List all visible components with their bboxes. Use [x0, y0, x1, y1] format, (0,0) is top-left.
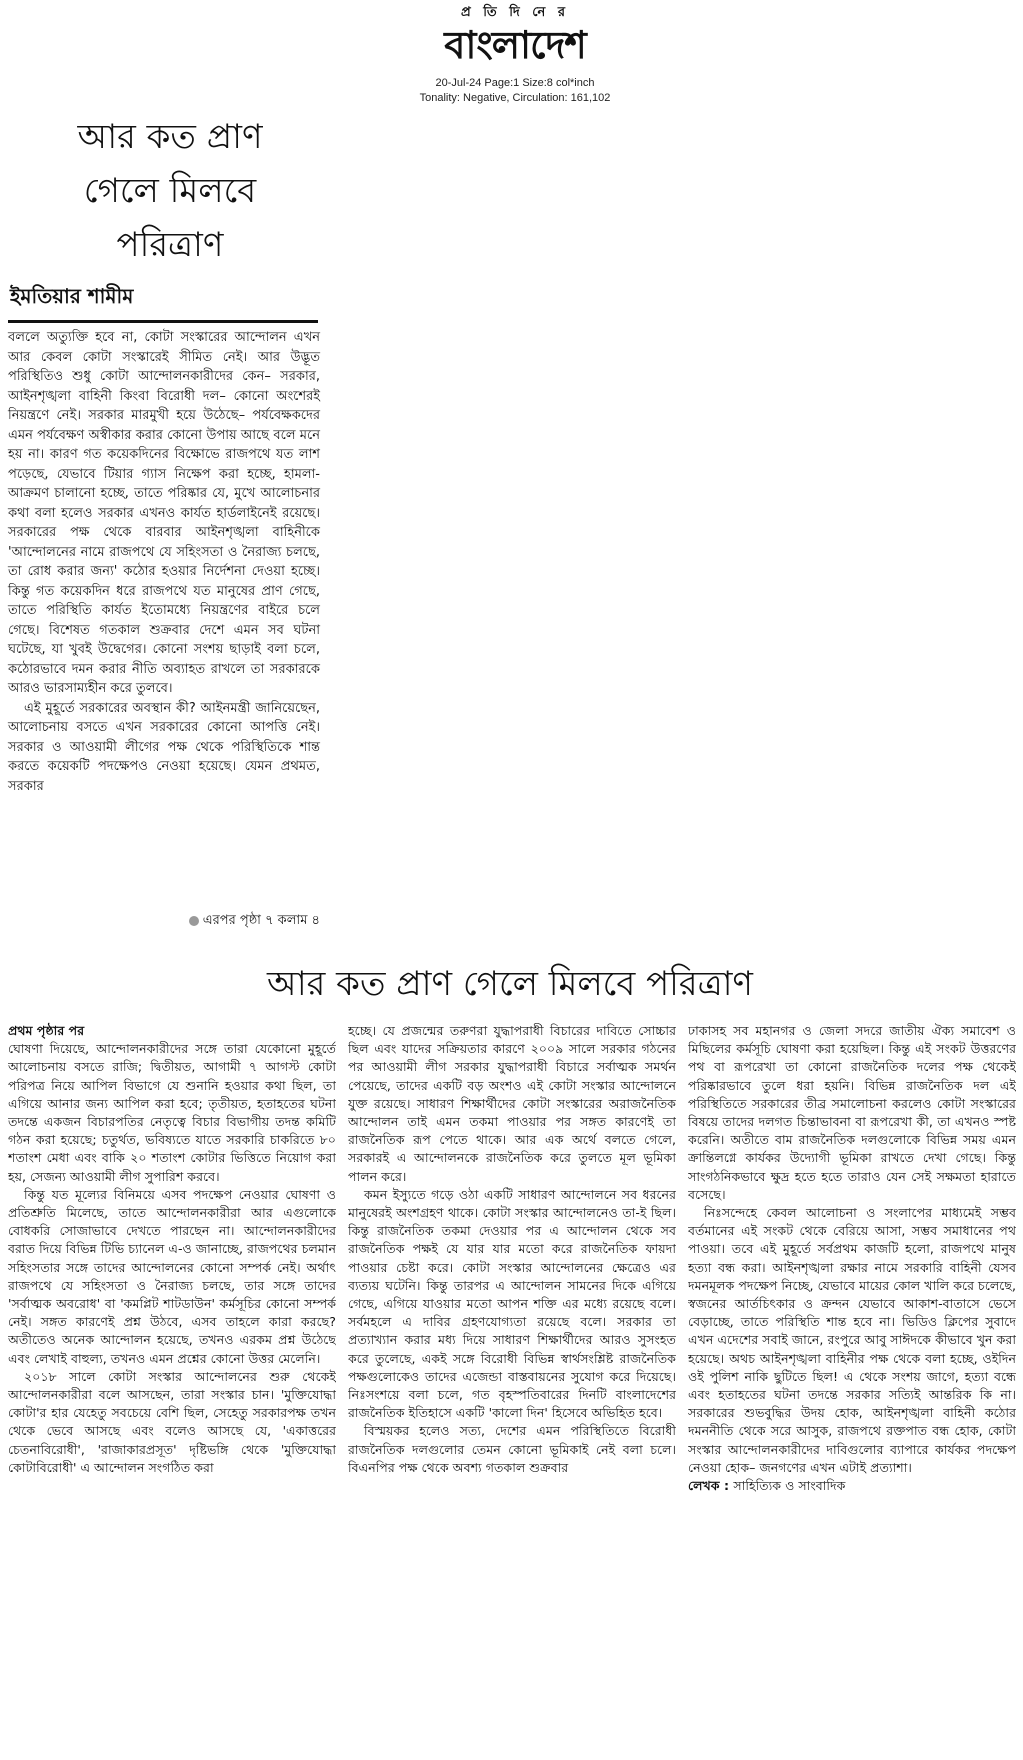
continued-label: প্রথম পৃষ্ঠার পর [8, 1023, 85, 1038]
byline-rule [8, 320, 318, 323]
body-paragraph: নিঃসন্দেহে কেবল আলোচনা ও সংলাপের মাধ্যমেই সম্ভব বর্তমানের এই সংকট থেকে বেরিয়ে আসা, সম্ভব সমাধানের পথ পাওয়া। তবে এই মুহূর্তে সর্বপ্রথম কাজটি হলো, রাজপথে মানুষ হত্যা বন্ধ করা। আইনশৃঙ্খলা রক্ষার নামে সরকারি বাহিনী যেসব দমনমূলক পদক্ষেপ নিচ্ছে, যেভাবে মায়ের কোল খালি করে চলেছে, স্বজনের আর্তচিৎকার ও ক্রন্দন যেভাবে আকাশ-বাতাসে ভেসে বেড়াচ্ছে, তাতে পরিস্থিতি শান্ত হবে না। ভিডিও ক্লিপের সুবাদে এখন এদেশের সবাই জানে, রংপুরে আবু সাঈদকে কীভাবে খুন করা হয়েছে। অথচ আইনশৃঙ্খলা বাহিনীর পক্ষ থেকে বলা হচ্ছে, ওইদিন ওই পুলিশ নাকি ছুটিতে ছিল! এ থেকে সংশয় জাগে, হত্যা বন্ধে এবং হতাহতের ঘটনা তদন্তে সরকার সত্যিই আন্তরিক কি না। সরকারের শুভবুদ্ধির উদয় হোক, আইনশৃঙ্খলা বাহিনী কঠোর দমননীতি থেকে সরে আসুক, রাজপথে রক্তপাত বন্ধ হোক, কোটা সংস্কার আন্দোলনকারীদের দাবিগুলোর ব্যাপারে কার্যকর পদক্ষেপ নেওয়া হোক– জনগণের এখন এটাই প্রত্যাশা। [688, 1205, 1016, 1475]
body-paragraph: কিন্তু যত মূল্যের বিনিময়ে এসব পদক্ষেপ নেওয়ার ঘোষণা ও প্রতিশ্রুতি মিলেছে, তাতে আন্দোলনকারীরা আর এগুলোকে বোধকরি সোজাভাবে দেখতে পারছেন না। আন্দোলনকারীদের বরাত দিয়ে বিভিন্ন টিভি চ্যানেল এ-ও জানাচ্ছে, রাজপথের চলমান সহিংসতার সঙ্গে তাদের আন্দোলনের কোনো সম্পর্ক নেই। অর্থাৎ রাজপথে যে সহিংসতা ও নৈরাজ্য চলছে, তার সঙ্গে তাদের 'সর্বাত্মক অবরোধ' বা 'কমপ্লিট শাটডাউন' কর্মসূচির কোনো সম্পর্ক নেই। সঙ্গত কারণেই প্রশ্ন উঠবে, এসব তাহলে কারা করছে? অতীতেও অনেক আন্দোলন হয়েছে, তখনও এরকম প্রশ্ন উঠেছে এবং লেখাই বাহুল্য, তখনও এমন প্রশ্নের কোনো উত্তর মেলেনি। [8, 1186, 336, 1366]
column-2 [348, 1022, 676, 1757]
continued-columns [8, 1022, 1016, 1757]
headline-front-line: আর কত প্রাণ [77, 117, 263, 157]
body-paragraph: ২০১৮ সালে কোটা সংস্কার আন্দোলনের শুরু থেকেই আন্দোলনকারীরা বলে আসছেন, তারা সংস্কার চান। 'মুক্তিযোদ্ধা কোটা'র হার যেহেতু সবচেয়ে বেশি ছিল, সেহেতু সরকারপক্ষ তখন থেকে ভেবে আসছে এবং বলেও আসছে যে, 'একাত্তরের চেতনাবিরোধী', 'রাজাকারপ্রসূত' দৃষ্টিভঙ্গি থেকে 'মুক্তিযোদ্ধা কোটাবিরোধী' এ আন্দোলন সংগঠিত করা [8, 1368, 336, 1475]
lead-paragraph: এই মুহূর্তে সরকারের অবস্থান কী? আইনমন্ত্রী জানিয়েছেন, আলোচনায় বসতে এখন সরকারের কোনো আপত্তি নেই। সরকার ও আওয়ামী লীগের পক্ষ থেকে পরিস্থিতিকে শান্ত করতে কয়েকটি পদক্ষেপও নেওয়া হয়েছে। যেমন প্রথমত, সরকার [8, 700, 320, 794]
body-paragraph: বিস্ময়কর হলেও সত্য, দেশের এমন পরিস্থিতিতে বিরোধী রাজনৈতিক দলগুলোর তেমন কোনো ভূমিকাই নেই বলা চলে। বিএনপির পক্ষ থেকে অবশ্য গতকাল শুক্রবার [348, 1423, 676, 1475]
clipping-meta-date: 20-Jul-24 Page:1 Size:8 col*inch [435, 77, 595, 89]
clipping-meta [400, 76, 630, 106]
lead-column [8, 328, 320, 796]
author-label: লেখক : [688, 1478, 729, 1494]
masthead-logo: বাংলাদেশ [444, 23, 586, 67]
byline: ইমতিয়ার শামীম [10, 284, 134, 308]
column-3 [688, 1022, 1016, 1757]
body-paragraph: কমন ইস্যুতে গড়ে ওঠা একটি সাধারণ আন্দোলনে সব ধরনের মানুষেরই অংশগ্রহণ থাকে। কোটা সংস্কার আন্দোলনেও তা-ই ছিল। কিন্তু রাজনৈতিক তকমা দেওয়ার পর এ আন্দোলন থেকে সব রাজনৈতিক পক্ষই যে যার যার মতো করে রাজনৈতিক ফায়দা পাওয়ার চেষ্টা করে। কোটা সংস্কার আন্দোলনের ক্ষেত্রেও এর ব্যত্যয় ঘটেনি। কিন্তু তারপর এ আন্দোলন সামনের দিকে এগিয়ে গেছে, এগিয়ে যাওয়ার মতো আপন শক্তি এর মধ্যে রয়েছে বলে। সর্বমহলে এ দাবির গ্রহণযোগ্যতা রয়েছে বলে। সরকার তা প্রত্যাখ্যান করার মধ্য দিয়ে সাধারণ শিক্ষার্থীদের আরও সুসংহত করে তুলেছে, একই সঙ্গে বিরোধী বিভিন্ন স্বার্থসংশ্লিষ্ট রাজনৈতিক পক্ষগুলোকেও তাদের এজেন্ডা বাস্তবায়নের সুযোগ করে দিয়েছে। নিঃসংশয়ে বলা চলে, গত বৃহস্পতিবারের দিনটি বাংলাদেশের রাজনৈতিক ইতিহাসে একটি 'কালো দিন' হিসেবে অভিহিত হবে। [348, 1186, 676, 1421]
author-note [688, 1477, 1016, 1495]
continued-marker-text: এরপর পৃষ্ঠা ৭ কলাম ৪ [202, 913, 320, 928]
body-paragraph: ঘোষণা দিয়েছে, আন্দোলনকারীদের সঙ্গে তারা যেকোনো মুহূর্তে আলোচনায় বসতে রাজি; দ্বিতীয়ত, আগামী ৭ আগস্ট কোটা পরিপত্র নিয়ে আপিল বিভাগে যে শুনানি হওয়ার কথা ছিল, তা এগিয়ে আনার জন্য আপিল করা হবে; তৃতীয়ত, হতাহতের ঘটনা তদন্তে একজন বিচারপতির নেতৃত্বে বিচার বিভাগীয় তদন্ত কমিটি গঠন করা হয়েছে; চতুর্থত, ভবিষ্যতে যাতে সরকারি চাকরিতে ৮০ শতাংশ মেধা এবং বাকি ২০ শতাংশ কোটার ভিত্তিতে নিয়োগ করা হয়, সেজন্য আওয়ামী লীগ সুপারিশ করবে। [8, 1041, 336, 1184]
continued-marker [150, 912, 320, 930]
headline-front-line: পরিত্রাণ [116, 225, 224, 265]
column-1 [8, 1022, 336, 1757]
body-paragraph: ঢাকাসহ সব মহানগর ও জেলা সদরে জাতীয় ঐক্য সমাবেশ ও মিছিলের কর্মসূচি ঘোষণা করা হয়েছিল। কিন্তু এই সংকট উত্তরণের পথ বা রূপরেখা তা কোনো রাজনৈতিক দলের পক্ষ থেকেই পরিষ্কারভাবে তুলে ধরা হয়নি। বিভিন্ন রাজনৈতিক দল এই পরিস্থিতিতে সরকারের তীব্র সমালোচনা করলেও কোটা সংস্কারের বিষয়ে তাদের দলগত চিন্তাভাবনা বা রূপরেখা কী, তা এখনও স্পষ্ট করেনি। অতীতে বাম রাজনৈতিক দলগুলোকে বিভিন্ন সময় এমন ক্রান্তিলগ্নে কার্যকর উদ্যোগী ভূমিকা রাখতে দেখা গেছে। কিন্তু সাংগঠনিকভাবে ক্ষুদ্র হতে হতে তারাও যেন সেই সক্ষমতা হারাতে বসেছে। [688, 1023, 1016, 1202]
masthead-tagline: প্র তি দি নে র [460, 5, 569, 20]
headline-continued: আর কত প্রাণ গেলে মিলবে পরিত্রাণ [266, 964, 753, 1004]
headline-front [20, 110, 320, 272]
headline-front-line: গেলে মিলবে [83, 171, 257, 211]
body-paragraph: হচ্ছে। যে প্রজন্মের তরুণরা যুদ্ধাপরাধী বিচারের দাবিতে সোচ্চার ছিল এবং যাদের সক্রিয়তার কারণে ২০০৯ সালে সরকার গঠনের পর আওয়ামী লীগ সরকার যুদ্ধাপরাধী বিচারে সর্বাত্মক সমর্থন পেয়েছে, তাদের একটি বড় অংশও এই কোটা সংস্কার আন্দোলনে যুক্ত রয়েছে। সাধারণ শিক্ষার্থীদের কোটা সংস্কারের অরাজনৈতিক আন্দোলন তাই এমন তকমা পাওয়ার পর সঙ্গত কারণেই তা রাজনৈতিক রূপ পেতে থাকে। আর এক অর্থে বলতে গেলে, সরকারই এ আন্দোলনকে রাজনৈতিক করে তুলতে মূল ভূমিকা পালন করে। [348, 1023, 676, 1184]
author-role: সাহিত্যিক ও সাংবাদিক [733, 1478, 846, 1494]
masthead [390, 4, 640, 68]
lead-paragraph: বললে অত্যুক্তি হবে না, কোটা সংস্কারের আন্দোলন এখন আর কেবল কোটা সংস্কারেই সীমিত নেই। আর উদ্ভূত পরিস্থিতিও শুধু কোটা আন্দোলনকারীদের কেন– সরকার, আইনশৃঙ্খলা বাহিনী কিংবা বিরোধী দল– কোনো অংশেরই নিয়ন্ত্রণে নেই। সরকার মারমুখী হয়ে উঠেছে– পর্যবেক্ষকদের এমন পর্যবেক্ষণ অস্বীকার করার কোনো উপায় আছে বলে মনে হয় না। কারণ গত কয়েকদিনের বিক্ষোভে রাজপথে যত লাশ পড়েছে, যেভাবে টিয়ার গ্যাস নিক্ষেপ করা হচ্ছে, হামলা-আক্রমণ চালানো হচ্ছে, তাতে পরিষ্কার যে, মুখে আলোচনার কথা বলা হলেও সরকার এখনও কার্যত হার্ডলাইনেই রয়েছে। সরকারের পক্ষ থেকে বারবার আইনশৃঙ্খলা বাহিনীকে 'আন্দোলনের নামে রাজপথে যে সহিংসতা ও নৈরাজ্য চলছে, তা রোধ করার জন্য' কঠোর হওয়ার নির্দেশনা দেওয়া হচ্ছে। কিন্তু গত কয়েকদিন ধরে রাজপথে যত মানুষের প্রাণ গেছে, তাতে পরিস্থিতি কার্যত ইতোমধ্যে নিয়ন্ত্রণের বাইরে চলে গেছে। বিশেষত গতকাল শুক্রবার দেশে এমন সব ঘটনা ঘটেছে, যা খুবই উদ্বেগের। কোনো সংশয় ছাড়াই বলা চলে, কঠোরভাবে দমন করার নীতি অব্যাহত রাখলে তা সরকারকে আরও ভারসাম্যহীন করে তুলবে। [8, 330, 320, 696]
bullet-icon [189, 916, 199, 926]
clipping-meta-tonality: Tonality: Negative, Circulation: 161,102 [419, 92, 611, 104]
